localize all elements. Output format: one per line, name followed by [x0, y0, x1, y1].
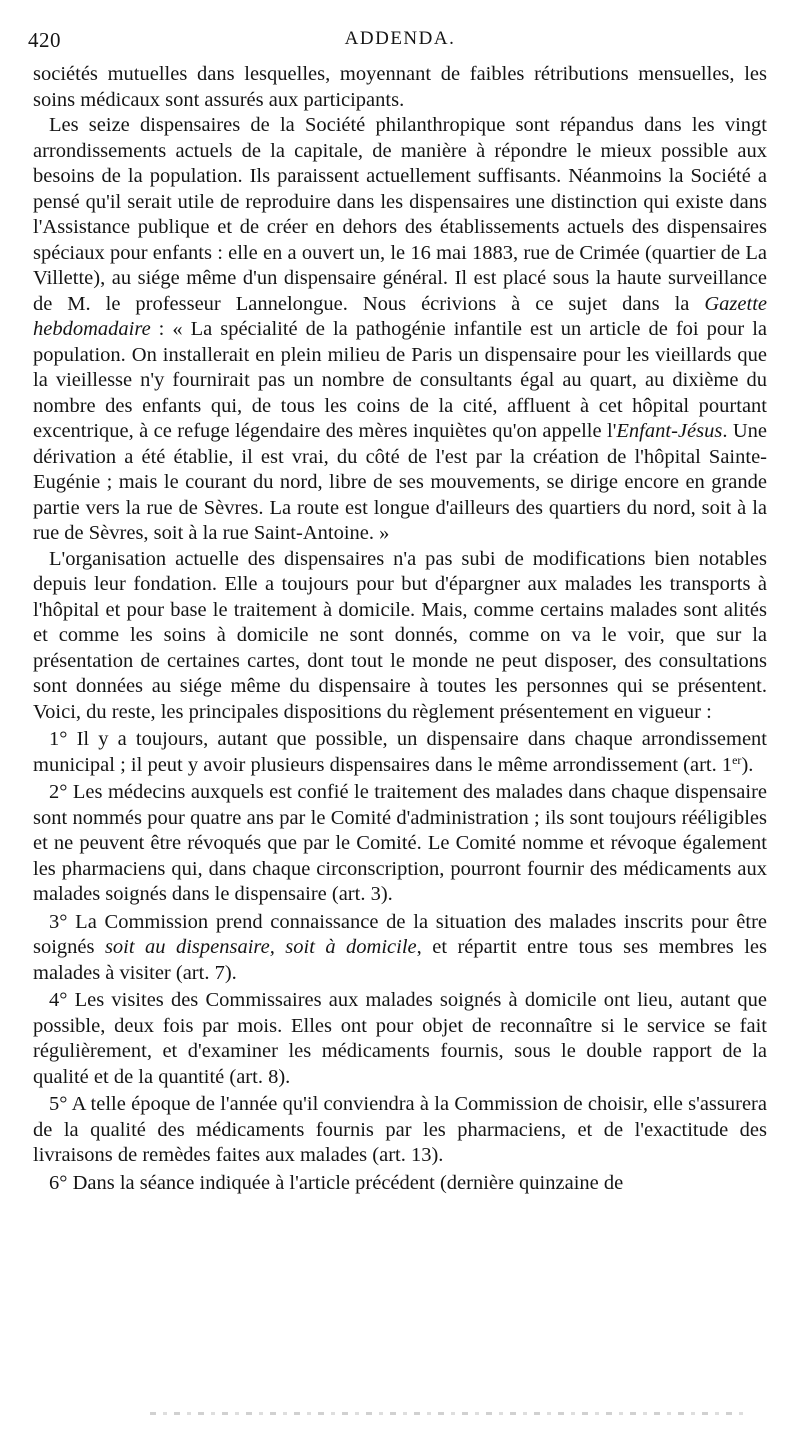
rule-4: 4° Les visites des Commissaires aux malades soignés à domicile ont lieu, autant que possible, deux fois par mois. Elles ont pour objet de reconnaître si le service se fait régulièrement, et d'examiner les médicaments fournis, sous le double rapport de la qualité et de la quantité (art. 8). [33, 989, 767, 1088]
rule-1: 1° Il y a toujours, autant que possible, un dispensaire dans chaque arrondissement municipal ; il peut y avoir plusieurs dispensaires dans le même arrondissement (art. 1er). [33, 728, 767, 776]
hospital-name: Enfant-Jésus [616, 420, 723, 442]
running-head: ADDENDA. [344, 28, 456, 49]
rule-5: 5° A telle époque de l'année qu'il conviendra à la Commission de choisir, elle s'assurera de la qualité des médicaments fournis par les pharmaciens, et de l'exactitude des livraisons de remèdes faites aux malades (art. 13). [33, 1093, 767, 1166]
bleed-through-line [150, 1412, 750, 1415]
paragraph-dispensaires: Les seize dispensaires de la Société philanthropique sont répandus dans les vingt arrondissements actuels de la capitale, de manière à répondre le mieux possible aux besoins de la population. Ils paraissent actuellement suffisants. Néanmoins la Société a pensé qu'il serait utile de reproduire dans les dispensaires une distinction qui existe dans l'Assistance publique et de créer en dehors des établissements actuels des dispensaires spéciaux pour enfants : elle en a ouvert un, le 16 mai 1883, rue de Crimée (quartier de La Villette), au siége même d'un dispensaire général. Il est placé sous la haute surveillance de M. le professeur Lannelongue. Nous écrivions à ce sujet dans la Gazette hebdomadaire : « La spécialité de la pathogénie infantile est un article de foi pour la population. On installerait en plein milieu de Paris un dispensaire pour les vieillards que la vieillesse n'y fournirait pas un nombre de consultants égal au quart, au dixième du nombre des enfants qui, de tous les coins de la cité, affluent à cet hôpital pourtant excentrique, à ce refuge légendaire des mères inquiètes qu'on appelle l'Enfant-Jésus. Une dérivation a été établie, il est vrai, du côté de l'est par la création de l'hôpital Sainte-Eugénie ; mais le courant du nord, libre de ses mouvements, se dirige encore en grande partie vers la rue de Sèvres. La route est longue d'ailleurs des quartiers du nord, soit à la rue de Sèvres, soit à la rue Saint-Antoine. » [33, 114, 767, 544]
rule-2: 2° Les médecins auxquels est confié le traitement des malades dans chaque dispensaire sont nommés pour quatre ans par le Comité d'administration ; ils sont toujours rééligibles et ne peuvent être révoqués que par le Comité. Le Comité nomme et révoque également les pharmaciens qui, dans chaque circonscription, pourront fournir des médicaments aux malades soignés dans le dispensaire (art. 3). [33, 781, 767, 905]
rule-6: 6° Dans la séance indiquée à l'article précédent (dernière quinzaine de [49, 1171, 624, 1194]
paragraph-organisation: L'organisation actuelle des dispensaires n'a pas subi de modifications bien notables depuis leur fondation. Elle a toujours pour but d'épargner aux malades les transports à l'hôpital et pour base le traitement à domicile. Mais, comme certains malades sont alités et comme les soins à domicile ne sont donnés, comme on va le voir, que sur la présentation de certaines cartes, dont tout le monde ne peut disposer, des consultations sont données au siége même du dispensaire à toutes les personnes qui se présentent. Voici, du reste, les principales dispositions du règlement présentement en vigueur : [33, 547, 767, 723]
journal-title: Gazette hebdomadaire [33, 292, 767, 340]
rule-3-emphasis: soit au dispensaire, soit à domicile [104, 936, 417, 958]
body-text [33, 62, 767, 1196]
page-header [28, 28, 772, 62]
page-number: 420 [28, 28, 61, 52]
paragraph-continuation: sociétés mutuelles dans lesquelles, moyennant de faibles rétributions mensuelles, les soins médicaux sont assurés aux participants. [33, 63, 767, 111]
rule-3: 3° La Commission prend connaissance de la situation des malades inscrits pour être soignés soit au dispensaire, soit à domicile, et répartit entre tous ses membres les malades à visiter (art. 7). [33, 910, 767, 984]
